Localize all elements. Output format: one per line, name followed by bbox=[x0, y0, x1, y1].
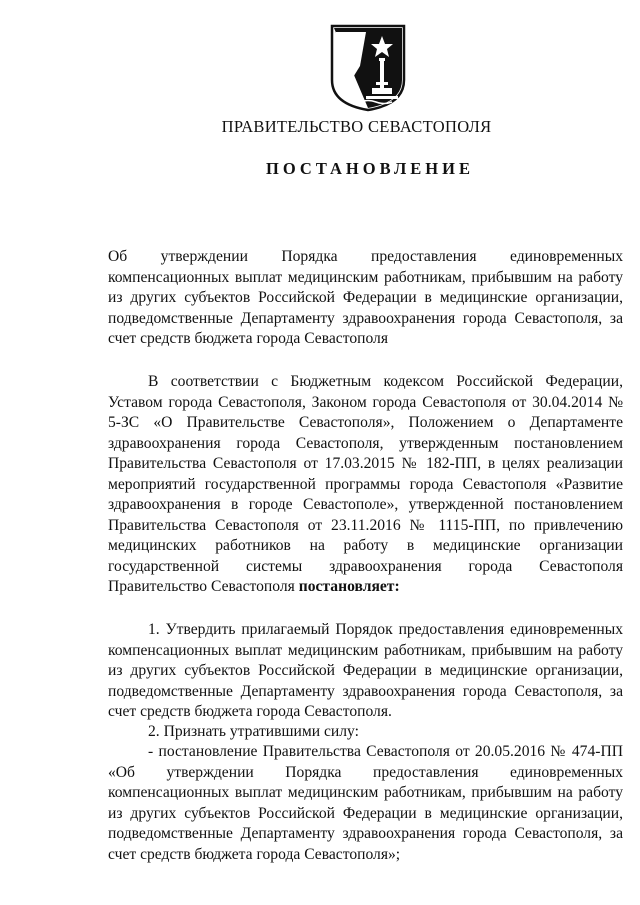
preamble-text: В соответствии с Бюджетным кодексом Российской Федерации, Уставом города Севастополя, Законом города Севастополя от 30.04.2014 № 5-ЗС «О Правительстве Севастополя», Положением о Департаменте здравоохранения города Севастополя, утвержденным постановлением Правительства Севастополя от 17.03.2015 № 182-ПП, в целях реализации мероприятий государственной программы города Севастополя «Развитие здравоохранения в городе Севастополе», утвержденной постановлением Правительства Севастополя от 23.11.2016 № 1115-ПП, по привлечению медицинских работников на работу в медицинские организации государственной системы здравоохранения города Севастополя Правительство Севастополя bbox=[108, 373, 623, 595]
document-type-title: ПОСТАНОВЛЕНИЕ bbox=[266, 159, 474, 178]
item-1: 1. Утвердить прилагаемый Порядок предоставления единовременных компенсационных выплат медицинским работникам, прибывшим на работу из других субъектов Российской Федерации в медицинские организации, подведомственные Департаменту здравоохранения города Севастополя, за счет средств бюджета города Севастополя. bbox=[108, 621, 623, 720]
decree-word: постановляет: bbox=[298, 578, 400, 595]
sevastopol-coat-of-arms-emblem bbox=[330, 22, 406, 112]
item-2-subitem: - постановление Правительства Севастополя от 20.05.2016 № 474-ПП «Об утверждении Порядка предоставления единовременных компенсационных выплат медицинским работникам, прибывшим на работу из других субъектов Российской Федерации в медицинские организации, подведомственные Департаменту здравоохранения города Севастополя, за счет средств бюджета города Севастополя»; bbox=[108, 743, 623, 863]
document-subject: Об утверждении Порядка предоставления единовременных компенсационных выплат медицинским работникам, прибывшим на работу из других субъектов Российской Федерации в медицинские организации, подведомственные Департаменту здравоохранения города Севастополя, за счет средств бюджета города Севастополя bbox=[108, 248, 623, 347]
item-2: 2. Признать утратившими силу: bbox=[148, 723, 359, 740]
government-name: ПРАВИТЕЛЬСТВО СЕВАСТОПОЛЯ bbox=[221, 117, 492, 136]
preamble-paragraph bbox=[108, 372, 623, 598]
